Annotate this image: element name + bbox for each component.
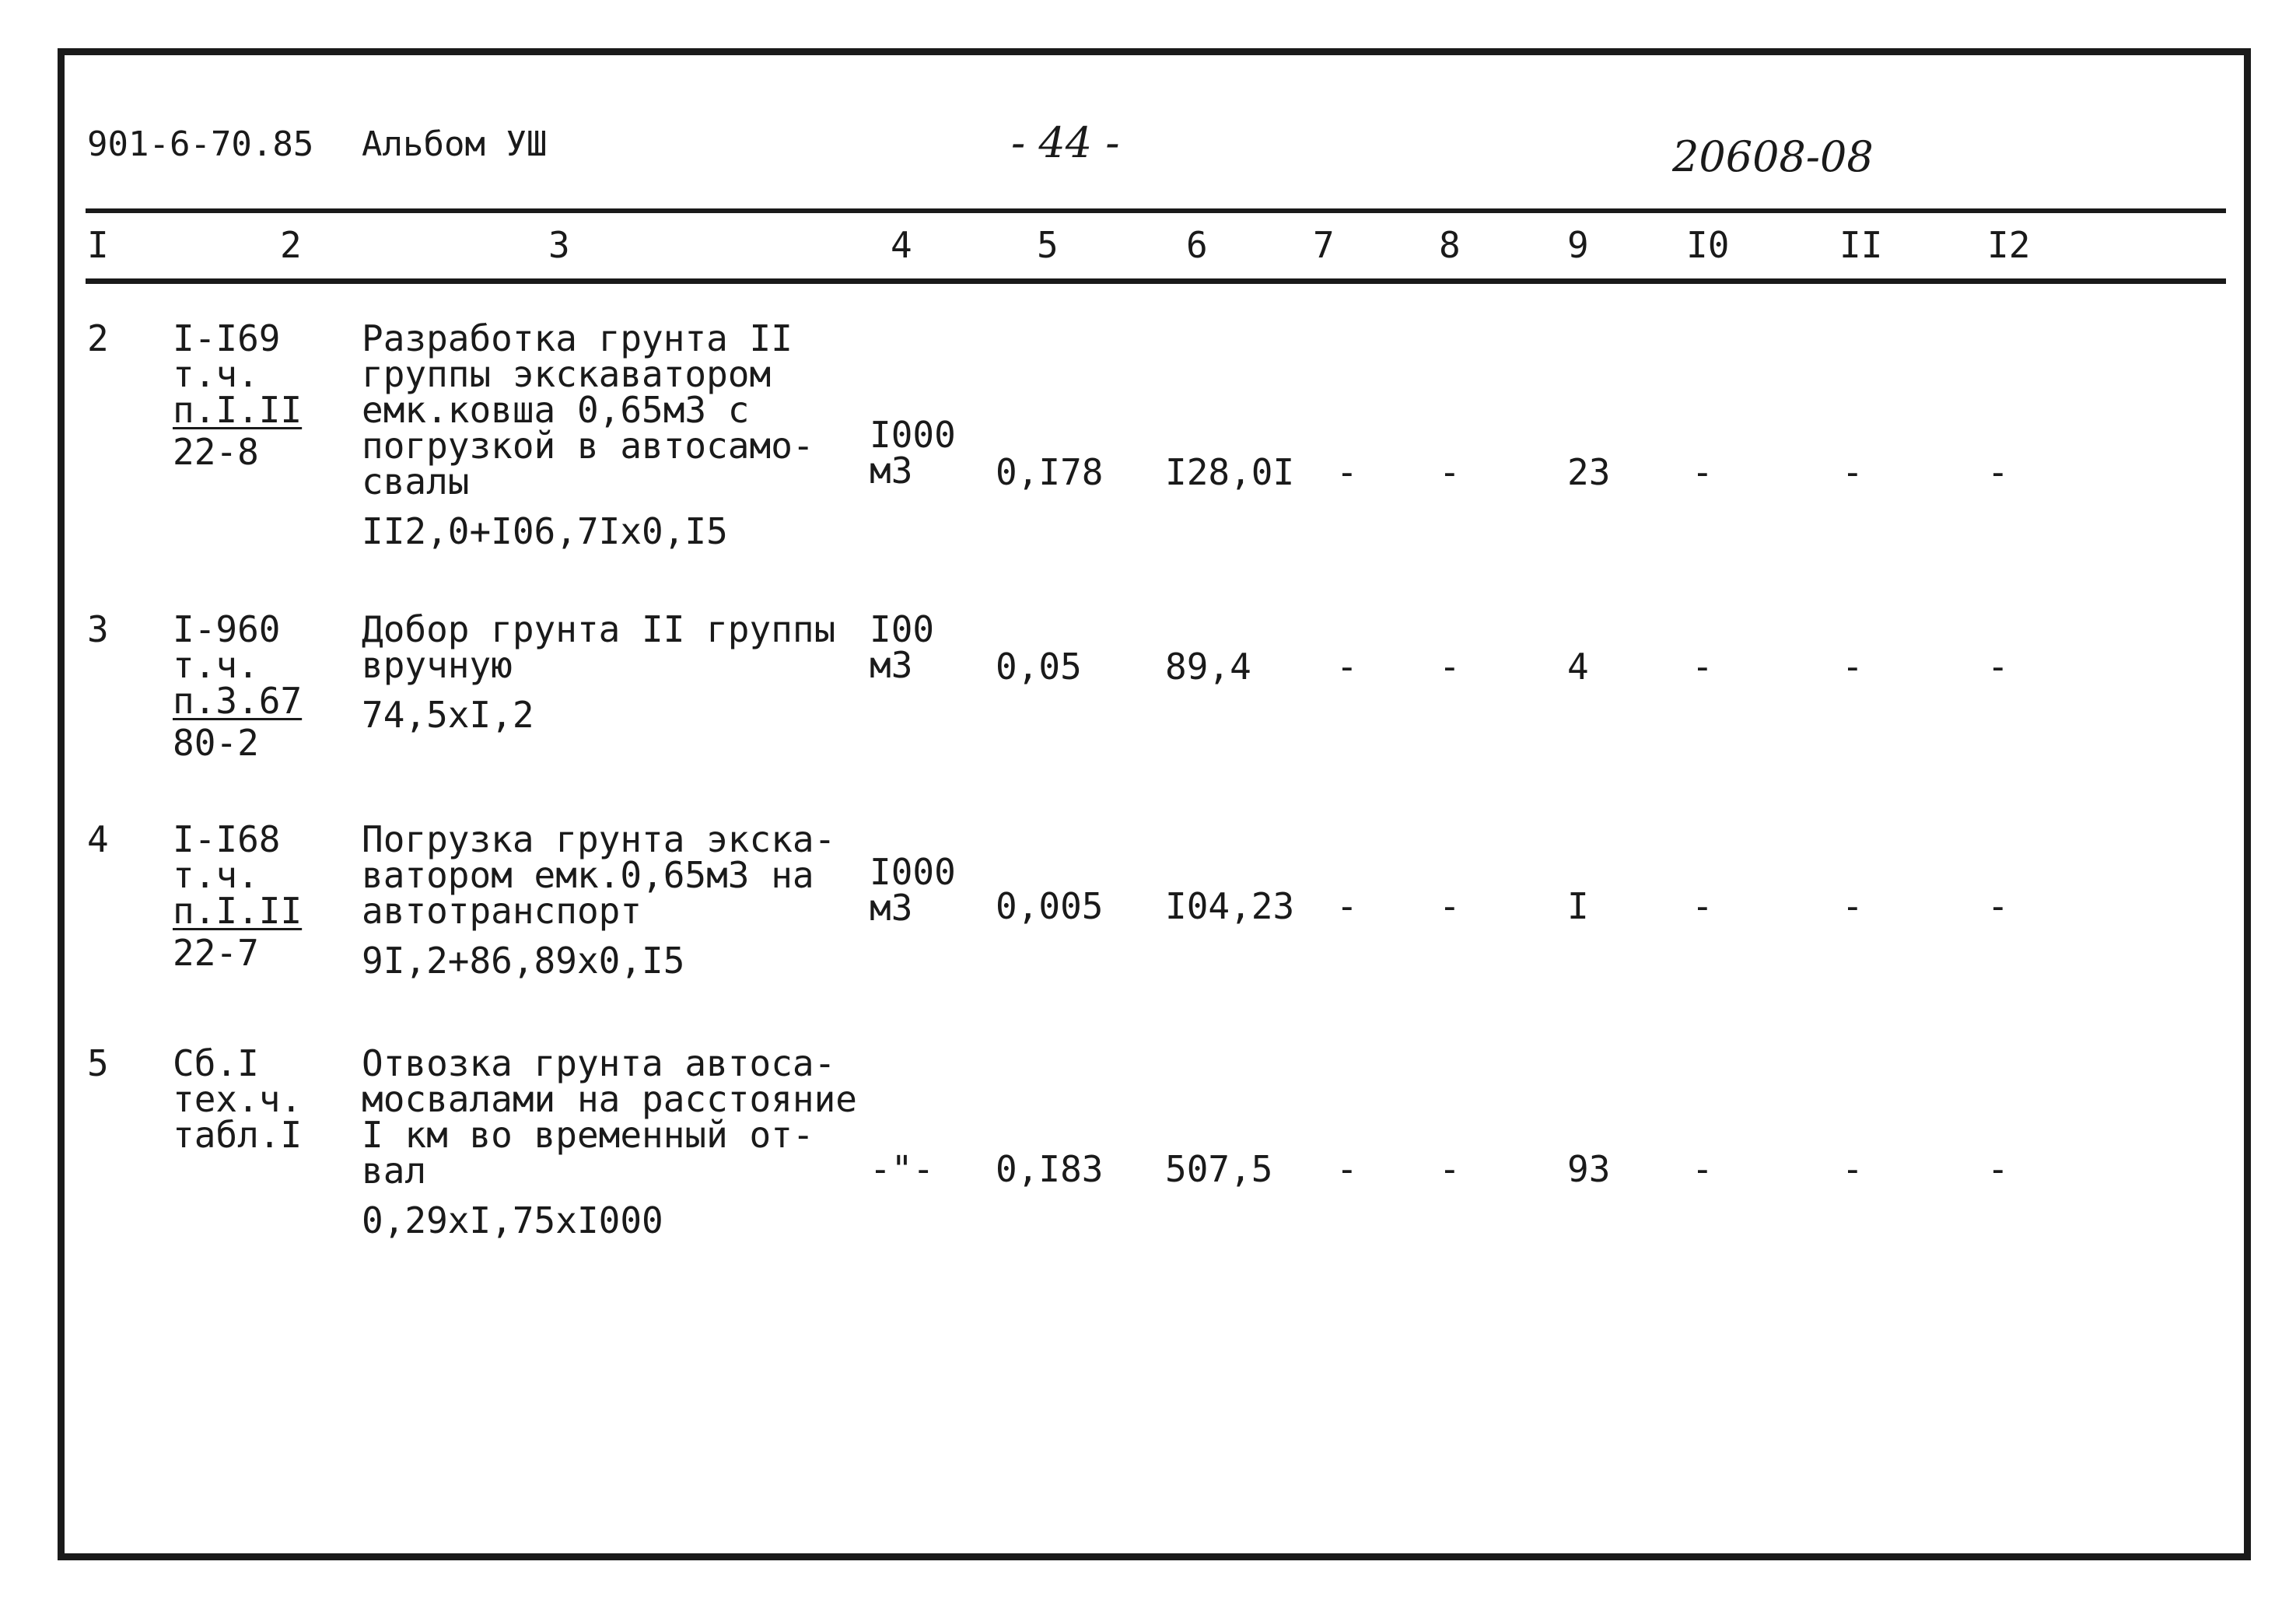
unit-price: 507,5	[1165, 1148, 1273, 1190]
col11-value: -	[1842, 1148, 1864, 1190]
work-description: Добор грунта II группы вручную 74,5хI,2	[362, 608, 836, 736]
doc-code: 901-6-70.85	[87, 124, 314, 164]
col8-value: -	[1439, 885, 1461, 927]
column-number: I2	[1987, 224, 2031, 266]
calculation: 0,29хI,75хI000	[362, 1199, 663, 1241]
norm-reference: I-I69 т.ч. п.I.II 22-8	[173, 317, 303, 473]
col9-value: 93	[1567, 1148, 1611, 1190]
column-number: 6	[1186, 224, 1208, 266]
col9-value: 4	[1567, 646, 1589, 688]
norm-reference: I-I68 т.ч. п.I.II 22-7	[173, 818, 303, 974]
col12-value: -	[1987, 885, 2009, 927]
column-number: 9	[1567, 224, 1589, 266]
col7-value: -	[1336, 1148, 1358, 1190]
column-number: 3	[548, 224, 570, 266]
unit: -"-	[870, 1148, 935, 1190]
col8-value: -	[1439, 646, 1461, 688]
col9-value: 23	[1567, 451, 1611, 493]
col12-value: -	[1987, 646, 2009, 688]
quantity: 0,005	[996, 885, 1104, 927]
quantity: 0,I83	[996, 1148, 1104, 1190]
column-number: 8	[1439, 224, 1461, 266]
norm-reference: Сб.I тех.ч. табл.I	[173, 1042, 303, 1156]
column-rule	[86, 278, 2226, 284]
col8-value: -	[1439, 1148, 1461, 1190]
quantity: 0,05	[996, 646, 1082, 688]
col7-value: -	[1336, 646, 1358, 688]
header-rule	[86, 208, 2226, 213]
unit-price: I04,23	[1165, 885, 1295, 927]
row-number: 3	[87, 608, 109, 650]
col11-value: -	[1842, 646, 1864, 688]
col7-value: -	[1336, 451, 1358, 493]
col10-value: -	[1692, 451, 1713, 493]
col11-value: -	[1842, 451, 1864, 493]
calculation: 9I,2+86,89х0,I5	[362, 940, 685, 982]
column-number: II	[1839, 224, 1883, 266]
unit: I000 м3	[870, 851, 956, 929]
column-number: I	[87, 224, 109, 266]
unit-price: I28,0I	[1165, 451, 1295, 493]
col8-value: -	[1439, 451, 1461, 493]
col10-value: -	[1692, 885, 1713, 927]
col10-value: -	[1692, 646, 1713, 688]
work-description: Разработка грунта II группы экскаватором емк.ковша 0,65м3 с погрузкой в автосамо- свалы II2,0+I06,7Iх0,I5	[362, 317, 814, 552]
norm-reference: I-960 т.ч. п.3.67 80-2	[173, 608, 303, 764]
col12-value: -	[1987, 451, 2009, 493]
page-number: - 44 -	[1011, 118, 1120, 167]
col12-value: -	[1987, 1148, 2009, 1190]
unit: I000 м3	[870, 414, 956, 492]
work-description: Отвозка грунта автоса- мосвалами на расстояние I км во временный от- вал 0,29хI,75хI000	[362, 1042, 857, 1241]
col11-value: -	[1842, 885, 1864, 927]
col9-value: I	[1567, 885, 1589, 927]
work-description: Погрузка грунта экска- ватором емк.0,65м3 на автотранспорт 9I,2+86,89х0,I5	[362, 818, 836, 982]
column-number: 4	[891, 224, 912, 266]
column-number: 7	[1313, 224, 1335, 266]
column-number: I0	[1686, 224, 1730, 266]
row-number: 5	[87, 1042, 109, 1084]
column-number: 2	[280, 224, 302, 266]
document-code: 20608-08	[1672, 132, 1874, 181]
album-label: Альбом УШ	[362, 124, 548, 164]
calculation: 74,5хI,2	[362, 694, 534, 736]
quantity: 0,I78	[996, 451, 1104, 493]
column-number: 5	[1037, 224, 1059, 266]
col10-value: -	[1692, 1148, 1713, 1190]
col7-value: -	[1336, 885, 1358, 927]
calculation: II2,0+I06,7Iх0,I5	[362, 510, 728, 552]
unit-price: 89,4	[1165, 646, 1251, 688]
row-number: 4	[87, 818, 109, 860]
page-frame	[58, 48, 2251, 1560]
row-number: 2	[87, 317, 109, 359]
unit: I00 м3	[870, 608, 935, 686]
